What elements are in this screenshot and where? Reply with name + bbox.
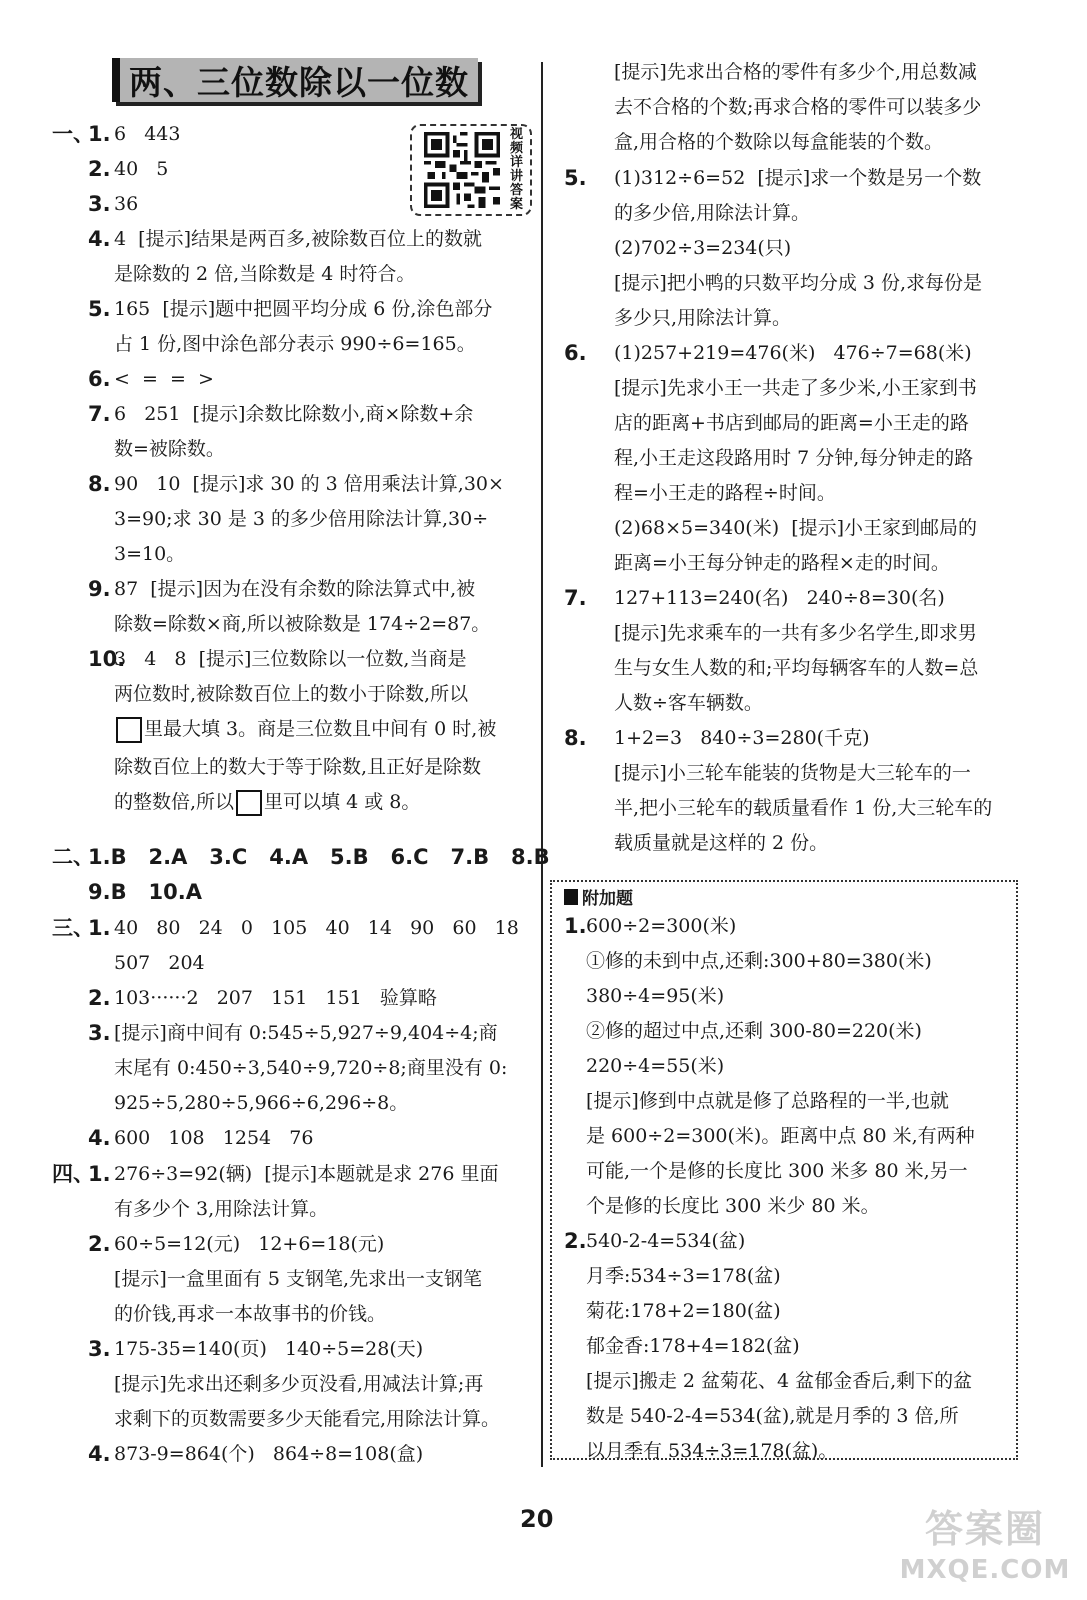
answer-line: (2)702÷3=234(只): [614, 237, 792, 259]
answer-line: [提示]先求乘车的一共有多少名学生,即求男: [614, 622, 977, 644]
section-label: 一、: [52, 122, 94, 146]
answer-line: 220÷4=55(米): [586, 1055, 725, 1077]
item-number: 2.: [88, 986, 111, 1010]
answer-line: 40 5: [114, 158, 169, 180]
item-number: 8.: [564, 726, 587, 750]
item-number: 4.: [88, 227, 111, 251]
answer-line: 6 443: [114, 123, 181, 145]
answer-line: 求剩下的页数需要多少天能看完,用除法计算。: [114, 1408, 501, 1430]
answer-line: 540-2-4=534(盆): [586, 1230, 746, 1252]
answer-line: 载质量就是这样的 2 份。: [614, 832, 829, 854]
answer-line: 程=小王走的路程÷时间。: [614, 482, 836, 504]
answer-line: 末尾有 0:450÷3,540÷9,720÷8;商里没有 0:: [114, 1057, 508, 1079]
answer-line: 40 80 24 0 105 40 14 90 60 18: [114, 917, 519, 939]
answer-line: 是 600÷2=300(米)。距离中点 80 米,有两种: [586, 1125, 975, 1147]
answer-line: [114, 717, 496, 743]
answer-line: 生与女生人数的和;平均每辆客车的人数=总: [614, 657, 979, 679]
watermark-url: MXQE.COM: [899, 1555, 1071, 1585]
answer-line: 3=90;求 30 是 3 的多少倍用除法计算,30÷: [114, 508, 489, 530]
item-number: 1.: [564, 914, 587, 938]
answer-line: 距离=小王每分钟走的路程×走的时间。: [614, 552, 950, 574]
answer-line: 去不合格的个数;再求合格的零件可以装多少: [614, 96, 982, 118]
qr-code-panel[interactable]: [410, 124, 532, 216]
watermark: [890, 1505, 1080, 1595]
answer-line: 除数百位上的数大于等于除数,且正好是除数: [114, 756, 482, 778]
answer-line: [提示]商中间有 0:545÷5,927÷9,404÷4;商: [114, 1022, 498, 1044]
answer-line: [提示]把小鸭的只数平均分成 3 份,求每份是: [614, 272, 983, 294]
item-number: 7.: [564, 586, 587, 610]
answer-line: 数是 540-2-4=534(盆),就是月季的 3 倍,所: [586, 1405, 959, 1427]
item-number: 6.: [564, 341, 587, 365]
answer-line: 507 204: [114, 952, 205, 974]
answer-line: 的多少倍,用除法计算。: [614, 202, 811, 224]
answer-line: 人数÷客车辆数。: [614, 692, 763, 714]
answer-line: [114, 790, 420, 816]
answer-line: 有多少个 3,用除法计算。: [114, 1198, 329, 1220]
qr-code-icon[interactable]: [418, 132, 506, 208]
answer-line: 127+113=240(名) 240÷8=30(名): [614, 587, 945, 609]
item-number: 3.: [88, 1337, 111, 1361]
answer-line: 可能,一个是修的长度比 300 米多 80 米,另一: [586, 1160, 968, 1182]
answer-line: (2)68×5=340(米) [提示]小王家到邮局的: [614, 517, 978, 539]
answer-line: 月季:534÷3=178(盆): [586, 1265, 781, 1287]
answer-line: 半,把小三轮车的载质量看作 1 份,大三轮车的: [614, 797, 993, 819]
answer-line: 数=被除数。: [114, 438, 225, 460]
column-divider: [541, 62, 543, 1467]
answer-line: [提示]搬走 2 盆菊花、4 盆郁金香后,剩下的盆: [586, 1370, 973, 1392]
answer-line: 除数=除数×商,所以被除数是 174÷2=87。: [114, 613, 491, 635]
item-number: 1.: [88, 1162, 111, 1186]
item-number: 10.: [88, 647, 126, 671]
answer-line: ①修的未到中点,还剩:300+80=380(米): [586, 950, 932, 972]
page-number: 20: [520, 1505, 554, 1533]
answer-line: 175-35=140(页) 140÷5=28(天): [114, 1338, 424, 1360]
answer-text: 的整数倍,所以: [114, 791, 235, 813]
answer-line: 郁金香:178+4=182(盆): [586, 1335, 800, 1357]
qr-label: 视频详讲答案: [510, 127, 524, 212]
section-label: 二、: [52, 845, 94, 869]
answer-text: 里可以填 4 或 8。: [264, 791, 421, 813]
item-number: 8.: [88, 472, 111, 496]
item-number: 7.: [88, 402, 111, 426]
answer-line: 60÷5=12(元) 12+6=18(元): [114, 1233, 385, 1255]
answer-line: [提示]先求小王一共走了多少米,小王家到书: [614, 377, 977, 399]
item-number: 1.: [88, 122, 111, 146]
answer-line: 菊花:178+2=180(盆): [586, 1300, 781, 1322]
choice-answers: 1.B 2.A 3.C 4.A 5.B 6.C 7.B 8.B: [88, 845, 550, 869]
answer-line: 6 251 [提示]余数比除数小,商×除数+余: [114, 403, 474, 425]
section-label: 四、: [52, 1162, 94, 1186]
answer-line: 103······2 207 151 151 验算略: [114, 987, 437, 1009]
item-number: 2.: [88, 1232, 111, 1256]
answer-line: 4 [提示]结果是两百多,被除数百位上的数就: [114, 228, 483, 250]
answer-line: 87 [提示]因为在没有余数的除法算式中,被: [114, 578, 476, 600]
item-number: 2.: [88, 157, 111, 181]
answer-line: 3 4 8 [提示]三位数除以一位数,当商是: [114, 648, 467, 670]
item-number: 5.: [88, 297, 111, 321]
item-number: 5.: [564, 166, 587, 190]
section-title: 两、三位数除以一位数: [112, 58, 478, 102]
blank-box: [116, 717, 142, 743]
answer-line: < = = >: [114, 368, 214, 390]
answer-line: (1)257+219=476(米) 476÷7=68(米): [614, 342, 972, 364]
item-number: 3.: [88, 192, 111, 216]
answer-line: 36: [114, 193, 139, 215]
answer-line: 个是修的长度比 300 米少 80 米。: [586, 1195, 880, 1217]
answer-line: 盒,用合格的个数除以每盒能装的个数。: [614, 131, 944, 153]
answer-line: 873-9=864(个) 864÷8=108(盒): [114, 1443, 424, 1465]
answer-line: [提示]先求出合格的零件有多少个,用总数减: [614, 61, 977, 83]
answer-line: 程,小王走这段路用时 7 分钟,每分钟走的路: [614, 447, 974, 469]
answer-line: 90 10 [提示]求 30 的 3 倍用乘法计算,30×: [114, 473, 504, 495]
item-number: 3.: [88, 1021, 111, 1045]
answer-line: 3=10。: [114, 543, 186, 565]
extra-problems-box: [550, 880, 1018, 1460]
answer-line: [提示]修到中点就是修了总路程的一半,也就: [586, 1090, 949, 1112]
answer-line: 两位数时,被除数百位上的数小于除数,所以: [114, 683, 469, 705]
item-number: 4.: [88, 1126, 111, 1150]
answer-line: ②修的超过中点,还剩 300-80=220(米): [586, 1020, 922, 1042]
answer-line: 600 108 1254 76: [114, 1127, 314, 1149]
watermark-top: 答案圈: [924, 1507, 1045, 1551]
item-number: 6.: [88, 367, 111, 391]
item-number: 4.: [88, 1442, 111, 1466]
item-number: 9.: [88, 577, 111, 601]
answer-line: 占 1 份,图中涂色部分表示 990÷6=165。: [114, 333, 476, 355]
extra-title-text: 附加题: [582, 889, 633, 909]
item-number: 1.: [88, 916, 111, 940]
answer-line: 的价钱,再求一本故事书的价钱。: [114, 1303, 387, 1325]
extra-title: [564, 884, 633, 909]
answer-line: 925÷5,280÷5,966÷6,296÷8。: [114, 1092, 409, 1114]
answer-line: 是除数的 2 倍,当除数是 4 时符合。: [114, 263, 416, 285]
answer-line: 276÷3=92(辆) [提示]本题就是求 276 里面: [114, 1163, 499, 1185]
answer-line: [提示]一盒里面有 5 支钢笔,先求出一支钢笔: [114, 1268, 483, 1290]
answer-line: 1+2=3 840÷3=280(千克): [614, 727, 870, 749]
answer-line: 380÷4=95(米): [586, 985, 725, 1007]
answer-line: [提示]先求出还剩多少页没看,用减法计算;再: [114, 1373, 484, 1395]
item-number: 2.: [564, 1229, 587, 1253]
choice-answers: 9.B 10.A: [88, 880, 202, 904]
answer-line: 165 [提示]题中把圆平均分成 6 份,涂色部分: [114, 298, 493, 320]
answer-line: (1)312÷6=52 [提示]求一个数是另一个数: [614, 167, 982, 189]
answer-line: 店的距离+书店到邮局的距离=小王走的路: [614, 412, 969, 434]
answer-text: 里最大填 3。商是三位数且中间有 0 时,被: [144, 718, 497, 740]
answer-line: [提示]小三轮车能装的货物是大三轮车的一: [614, 762, 971, 784]
answer-line: 以月季有 534÷3=178(盆)。: [586, 1440, 838, 1462]
answer-line: 600÷2=300(米): [586, 915, 737, 937]
flag-icon: [564, 889, 578, 905]
blank-box: [236, 790, 262, 816]
section-label: 三、: [52, 916, 94, 940]
answer-line: 多少只,用除法计算。: [614, 307, 792, 329]
